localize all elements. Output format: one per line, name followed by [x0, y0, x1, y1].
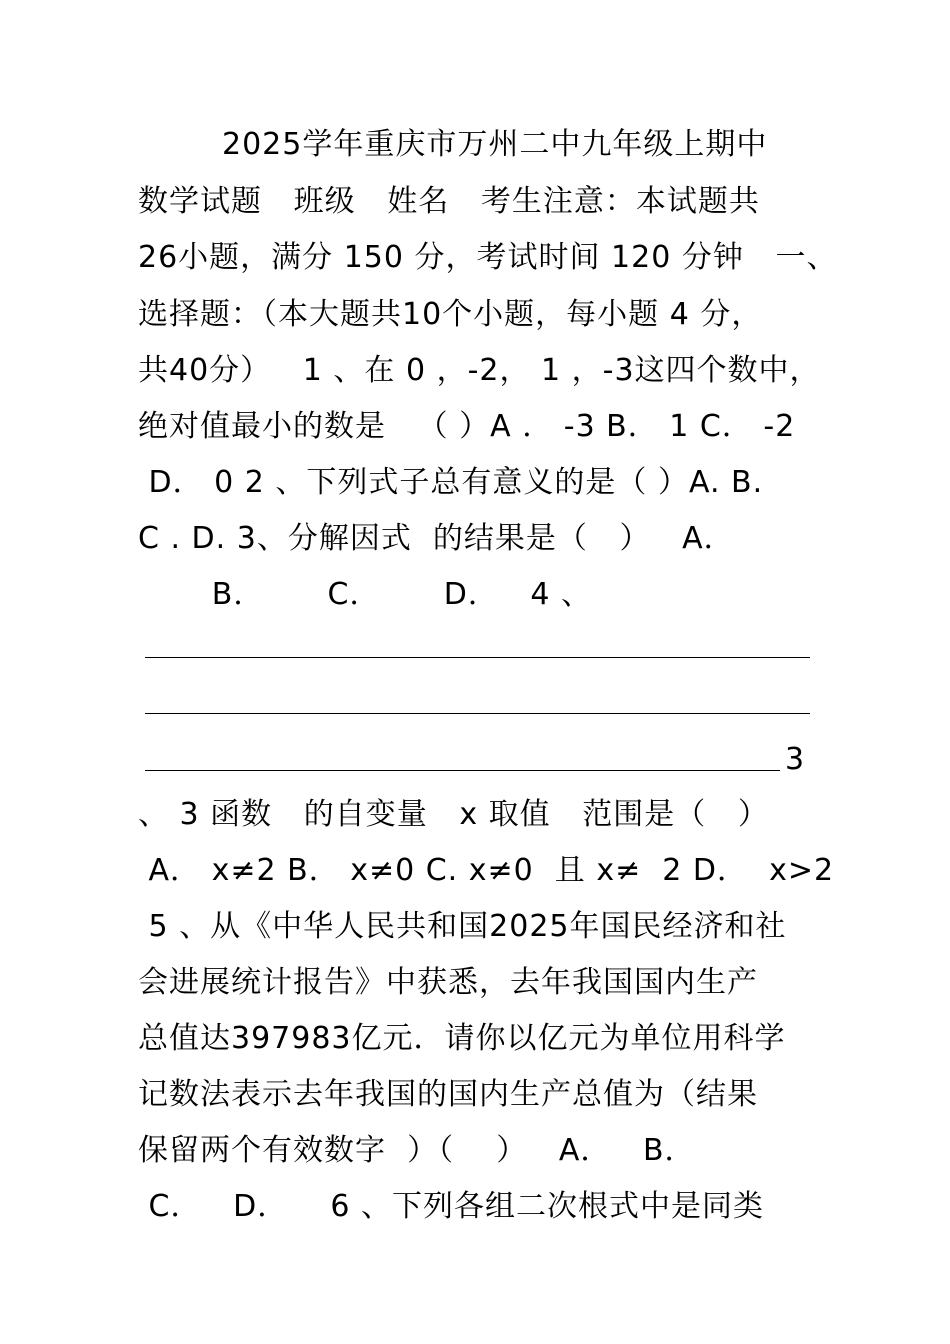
text-line: 记数法表示去年我国的国内生产总值为（结果: [138, 1077, 758, 1112]
title-line: 2025学年重庆市万州二中九年级上期中: [222, 127, 768, 162]
text-line: 会进展统计报告》中获悉，去年我国国内生产: [138, 965, 758, 1000]
text-line: 绝对值最小的数是 （ ）A ． -3 B． 1 C． -2: [138, 409, 796, 444]
text-line: 总值达397983亿元．请你以亿元为单位用科学: [138, 1021, 786, 1056]
blank-rule: [145, 713, 810, 714]
text-line: 数学试题 班级 姓名 考生注意：本试题共: [138, 184, 760, 219]
text-line: C . D. 3、分解因式 的结果是（ ） A．: [138, 521, 735, 556]
text-line: B． C． D． 4 、: [138, 577, 593, 612]
text-line: 、 3 函数 的自变量 x 取值 范围是（ ）: [138, 797, 769, 832]
text-line: A． x≠2 B． x≠0 C. x≠0 且 x≠ 2 D． x>2: [138, 853, 835, 888]
blank-rule: [145, 770, 780, 771]
text-line: 保留两个有效数字 ）（ ） A． B．: [138, 1133, 696, 1168]
text-line: D． 0 2 、下列式子总有意义的是（ ）A. B.: [138, 465, 764, 500]
text-line: C． D． 6 、下列各组二次根式中是同类: [138, 1189, 764, 1224]
text-line: 3: [785, 742, 805, 777]
text-line: 5 、从《中华人民共和国2025年国民经济和社: [138, 909, 787, 944]
blank-rule: [145, 657, 810, 658]
text-line: 共40分） 1 、在 0 ，-2， 1 ，-3这四个数中，: [138, 353, 821, 388]
text-line: 选择题：（本大题共10个小题，每小题 4 分，: [138, 297, 763, 332]
text-line: 26小题，满分 150 分，考试时间 120 分钟 一、: [138, 240, 838, 275]
